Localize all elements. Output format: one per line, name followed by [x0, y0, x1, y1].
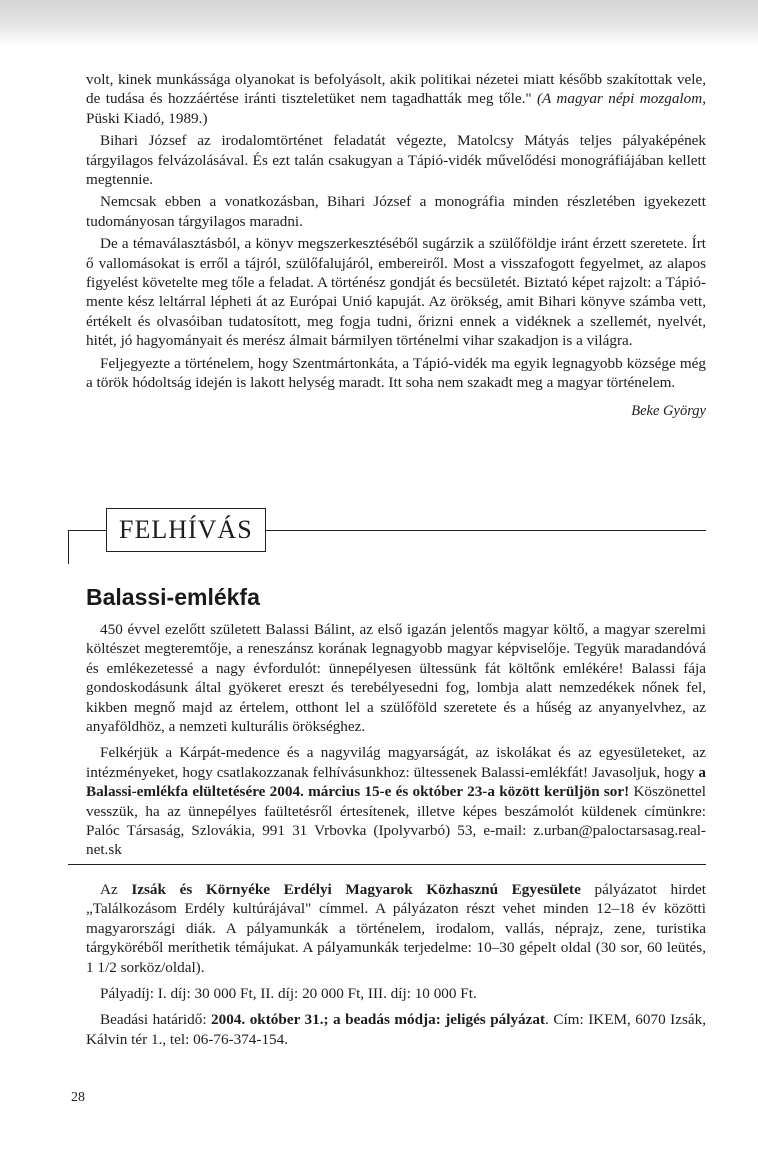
contest-body: [86, 880, 706, 1049]
prize-paragraph: Pályadíj: I. díj: 30 000 Ft, II. díj: 20 000 Ft, III. díj: 10 000 Ft.: [100, 985, 477, 1003]
contest-text: Az: [100, 881, 132, 898]
citation: (A magyar népi mozgalom,: [536, 90, 706, 108]
contest-text: . Cím: IKEM, 6070 Izsák, Kálvin tér 1., tel: 06-76-374-154.: [86, 1011, 706, 1048]
appeal-highlight: a Balassi-emlékfa elültetésére 2004. március 15-e és október 23-a között kerüljön sor!: [86, 763, 706, 801]
appeal-text: Köszönettel vesszük, ha az ünnepélyes faültetésről értesítenek, illetve képes beszámolót küldenek címünkre: Palóc Társaság, Szlovákia, 991 31 Vrbovka (Ipolyvarbó) 53, e-mail: z.urban@paloctarsasag.real-net.sk: [86, 783, 706, 859]
page-number: 28: [71, 1090, 85, 1105]
article-paragraph: De a témaválasztásból, a könyv megszerkesztéséből sugárzik a szülőföldje iránt érzett szeretete. Írt ő vallomásokat is erről a tájról, szülőfalujáról, embereiről. Most a visszafogott fegyelmet, az alapos figyelést követelte meg tőle a feladat. A történész gondját és becsületét. Biztató képet rajzolt: a Tápió-mente kész leltárral lépheti át az Európai Unió kapuját. Az örökség, amit Bihari könyve számba vett, értékelt és olvasóiban tudatosított, meg fogja tudni, őrizni ennek a vidéknek a szellemét, nyelvét, hitét, jó hagyományait és merész álmait bármilyen történelmi vihar szakadjon is a világra.: [86, 235, 706, 350]
deadline-paragraph: [86, 1010, 706, 1049]
appeal-body: [86, 620, 706, 860]
article-paragraph: Feljegyezte a történelem, hogy Szentmártonkáta, a Tápió-vidék ma egyik legnagyobb községe még a török hódoltság idején is lakott helység maradt. Itt soha nem szakadt meg a magyar történelem.: [86, 354, 706, 392]
author-signature: Beke György: [631, 402, 706, 419]
deadline-highlight: 2004. október 31.; a beadás módja: jeligés pályázat: [211, 1011, 546, 1029]
appeal-paragraph: 450 évvel ezelőtt született Balassi Bálint, az első igazán jelentős magyar költő, a magyar szerelmi költészet megteremtője, a reneszánsz korának legnagyobb magyar képviselője. Tegyük maradandóvá és emlékezetessé a nagy évfordulót: ünnepélyesen ültessünk fát költőnk emlékére! Balassi fája gondoskodásunk által gyökeret ereszt és terebélyesedni fog, lombja alatt nemzedékek nőnek fel, kikben megnő majd az értelem, otthont lel a szülőföld szeretete és a hűség az anyanyelvhez, az anyaföldhöz, a nemzeti kulturális örökséghez.: [86, 621, 706, 736]
appeal-paragraph: [86, 743, 706, 859]
article-paragraph: [86, 70, 706, 128]
article-paragraph: Nemcsak ebben a vonatkozásban, Bihari József a monográfia minden részletében igyekezett tudományosan tárgyilagos maradni.: [86, 193, 706, 230]
article-text: volt, kinek munkássága olyanokat is befolyásolt, akik politikai nézetei miatt később szakítottak vele, de tudása és hozzáértése iránti tiszteletüket nem tagadhatták meg tőle.": [86, 71, 706, 108]
organizer-name: Izsák és Környéke Erdélyi Magyarok Közhasznú Egyesülete: [131, 881, 581, 898]
article-text: Püski Kiadó, 1989.): [86, 109, 208, 127]
section-rule-corner: [68, 530, 69, 564]
contest-text: pályázatot hirdet „Találkozásom Erdély kultúrájával" címmel. A pályázaton részt vehet minden 12–18 év közötti magyarországi diák. A pályamunkák a történelem, irodalom, vallás, néprajz, zene, turistika tárgyköréből meríthetik témájukat. A pályamunkák terjedelme: 10–30 gépelt oldal (30 sor, 60 leütés, 1 1/2 sorköz/oldal).: [86, 881, 706, 976]
contest-text: Beadási határidő:: [100, 1011, 212, 1029]
article-body: [86, 70, 706, 421]
section-label: FELHÍVÁS: [106, 508, 266, 552]
appeal-text: Felkérjük a Kárpát-medence és a nagyvilág magyarságát, az iskolákat és az egyesületeket, az intézményeket, hogy csatlakozzanak felhívásunkhoz: ültessenek Balassi-emlékfát! Javasoljuk, hogy: [86, 744, 706, 781]
scan-shadow: [0, 0, 758, 46]
contest-paragraph: [86, 880, 706, 977]
article-paragraph: Bihari József az irodalomtörténet feladatát végezte, Matolcsy Mátyás teljes pályaképének tárgyilagos felvázolásával. És ezt talán csakugyan a Tápió-vidék művelődési monográfiájában kellett megtennie.: [86, 132, 706, 189]
section-divider: [68, 864, 706, 865]
appeal-title: Balassi-emlékfa: [86, 584, 260, 610]
